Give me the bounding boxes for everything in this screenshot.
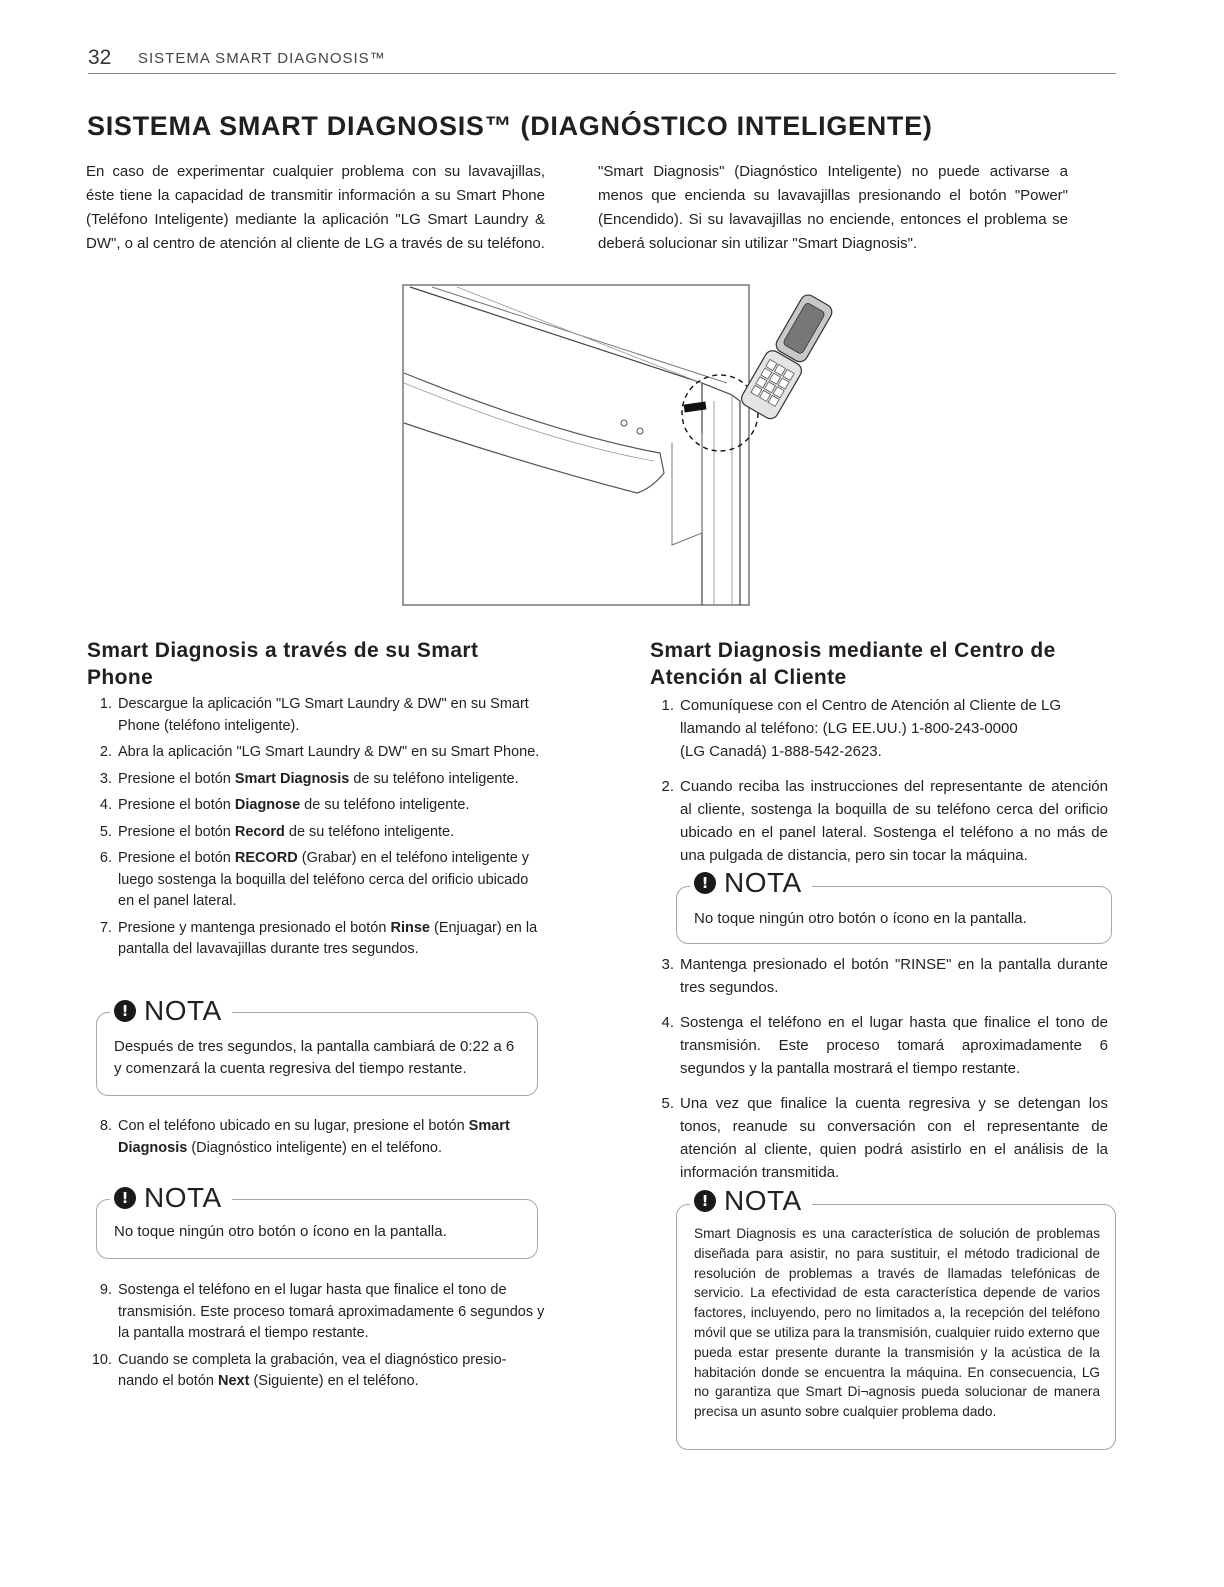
list-item: 2. Cuando reciba las instrucciones del representante de atención al cliente, sostenga la boquilla de su teléfono cerca del orificio ubicado en el panel lateral. Sostenga el teléfono a no más de una pulgada de distancia, pero sin tocar la máquina. — [661, 778, 1108, 864]
intro-paragraph-right: "Smart Diagnosis" (Diagnóstico Inteligente) no puede activarse a menos que encienda su lavavajillas presionando el botón "Power" (Encendido). Si su lavavajillas no enciende, entonces el problema se deberá solucionar sin utilizar "Smart Diagnosis". — [598, 163, 1068, 252]
list-item: 6. Presione el botón RECORD (Grabar) en el teléfono inteligente y luego sostenga la boquilla del teléfono cerca del orificio ubicado en el panel lateral. — [99, 850, 530, 909]
list-item: 8. Con el teléfono ubicado en su lugar, presione el botón Smart Diagnosis (Diagnóstico inteligente) en el teléfono. — [99, 1118, 510, 1156]
note-box — [676, 1186, 1116, 1450]
exclamation-icon: ! — [114, 1187, 136, 1209]
list-item: 4. Presione el botón Diagnose de su teléfono inteligente. — [99, 797, 470, 813]
list-item: 5. Presione el botón Record de su teléfono inteligente. — [99, 823, 455, 840]
exclamation-icon: ! — [114, 1000, 136, 1022]
smartphone-steps-end — [88, 1280, 546, 1398]
list-item: 3. Mantenga presionado el botón "RINSE" en la pantalla durante tres segundos. — [661, 956, 1108, 996]
list-item: 5. Una vez que finalice la cuenta regresiva y se detengan los tonos, reanude su conversación con el representante de atención al cliente, quien podrá asistirlo en el análisis de la información transmitida. — [661, 1095, 1108, 1181]
customer-center-steps-after — [650, 953, 1108, 1196]
section-title-customer-center: Smart Diagnosis mediante el Centro de Atención al Cliente — [650, 639, 1056, 689]
exclamation-icon: ! — [694, 1190, 716, 1212]
list-item: 7. Presione y mantenga presionado el botón Rinse (Enjuagar) en la pantalla del lavavajillas durante tres segundos. — [99, 919, 538, 957]
list-item: 1. Comuníquese con el Centro de Atención al Cliente de LG llamando al teléfono: (LG EE.UU.) 1-800-243-0000 (LG Canadá) 1-888-542-2623. — [661, 697, 1062, 760]
exclamation-icon: ! — [694, 872, 716, 894]
list-item: 9. Sostenga el teléfono en el lugar hasta que finalice el tono de transmisión. Este proceso tomará aproximadamente 6 segundos y la pantalla mostrará el tiempo restante. — [99, 1282, 545, 1341]
customer-center-steps-list — [650, 694, 1108, 879]
list-item: 2. Abra la aplicación "LG Smart Laundry & DW" en su Smart Phone. — [99, 744, 540, 760]
note-box — [96, 1183, 538, 1259]
note-text: Después de tres segundos, la pantalla cambiará de 0:22 a 6 y comenzará la cuenta regresiva del tiempo restante. — [114, 1038, 515, 1077]
smartphone-step-8 — [88, 1116, 546, 1164]
page-title: SISTEMA SMART DIAGNOSIS™ (DIAGNÓSTICO INTELIGENTE) — [87, 111, 933, 141]
list-item: 1. Descargue la aplicación "LG Smart Laundry & DW" en su Smart Phone (teléfono inteligente). — [99, 696, 529, 734]
note-text: No toque ningún otro botón o ícono en la pantalla. — [694, 910, 1027, 927]
note-label: ! NOTA — [690, 1186, 812, 1216]
page-number: 32 — [88, 46, 112, 69]
list-item: 10. Cuando se completa la grabación, vea el diagnóstico presio-nando el botón Next (Siguiente) en el teléfono. — [91, 1351, 507, 1389]
page-header — [88, 46, 1116, 74]
note-text: Smart Diagnosis es una característica de solución de problemas diseñada para asistir, no para sustituir, el método tradicional de resolución de problemas a través de llamadas telefónicas de servicio. La efectividad de esta característica depende de varios factores, incluyendo, pero no limitados a, la recepción del teléfono móvil que se utiliza para la transmisión, cualquier ruido externo que pueda estar presente durante la transmisión y la acústica de la habitación donde se encuentra la máquina. En consecuencia, LG no garantiza que Smart Di¬agnosis pueda solucionar de manera precisa un asunto sobre cualquier problema dado. — [694, 1226, 1100, 1420]
note-box — [676, 868, 1112, 944]
note-label: ! NOTA — [110, 996, 232, 1026]
note-box — [96, 996, 538, 1096]
note-text: No toque ningún otro botón o ícono en la pantalla. — [114, 1223, 447, 1240]
list-item: 3. Presione el botón Smart Diagnosis de su teléfono inteligente. — [99, 770, 519, 787]
list-item: 4. Sostenga el teléfono en el lugar hasta que finalice el tono de transmisión. Este proceso tomará aproximadamente 6 segundos y la pantalla mostrará el tiempo restante. — [661, 1014, 1108, 1077]
smartphone-steps-list — [88, 694, 546, 966]
section-title-smartphone: Smart Diagnosis a través de su Smart Phone — [87, 639, 479, 689]
dishwasher-phone-illustration — [402, 283, 842, 607]
note-label: ! NOTA — [110, 1183, 232, 1213]
note-label: ! NOTA — [690, 868, 812, 898]
running-header-title: SISTEMA SMART DIAGNOSIS™ — [138, 50, 386, 67]
intro-paragraph-left: En caso de experimentar cualquier problema con su lavavajillas, éste tiene la capacidad de transmitir información a su Smart Phone (Teléfono Inteligente) mediante la aplicación "LG Smart Laundry & DW", o al centro de atención al cliente de LG a través de su teléfono. — [86, 163, 545, 252]
